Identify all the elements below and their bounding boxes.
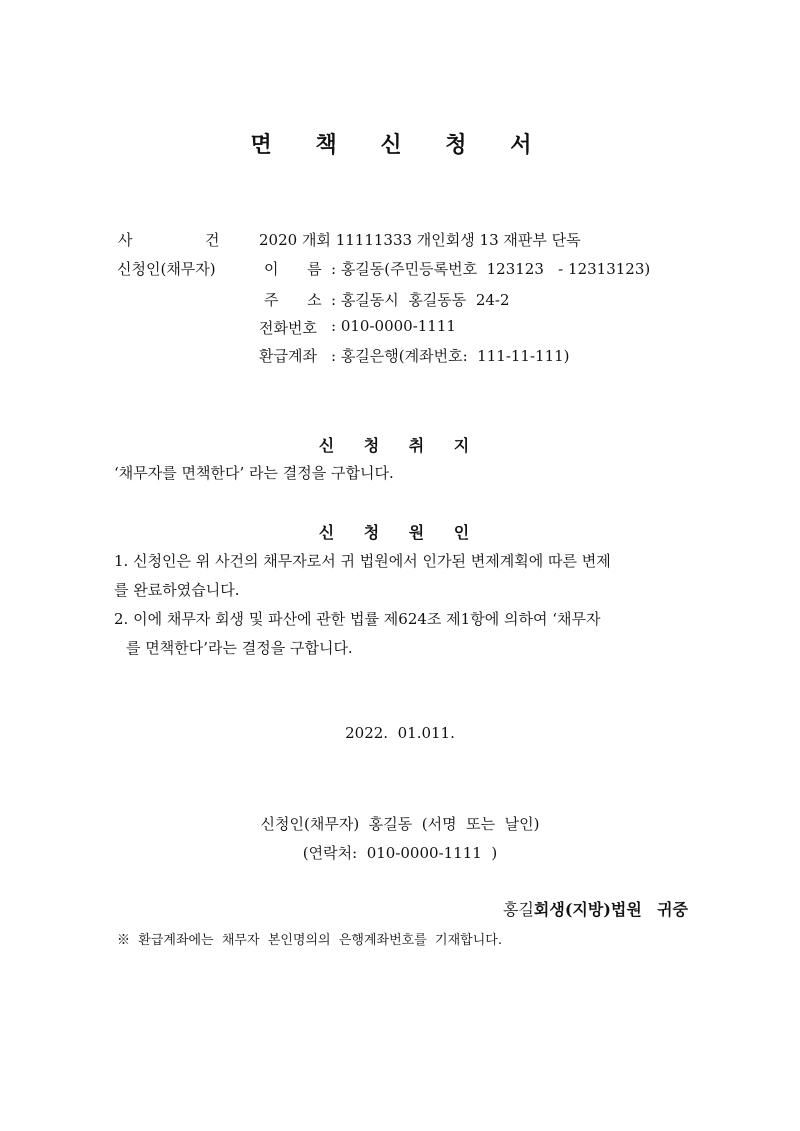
cause-item2-line2: 를 면책한다’라는 결정을 구합니다. bbox=[126, 639, 353, 657]
applicant-account-value: : 홍길은행(계좌번호: 111-11-111) bbox=[331, 347, 570, 365]
applicant-phone-value: : 010-0000-1111 bbox=[331, 317, 456, 335]
applicant-account-label: 환급계좌 bbox=[259, 347, 317, 365]
case-number: 2020 개회 11111333 개인회생 13 재판부 단독 bbox=[259, 231, 581, 249]
cause-item1-line2: 를 완료하였습니다. bbox=[114, 581, 240, 599]
contact-line: (연락처: 010-0000-1111 ) bbox=[302, 844, 498, 862]
case-label-b: 건 bbox=[205, 231, 220, 249]
signature-line: 신청인(채무자) 홍길동 (서명 또는 날인) bbox=[260, 815, 540, 833]
application-date: 2022. 01.011. bbox=[345, 724, 455, 742]
applicant-name-label: 이 름 bbox=[264, 260, 322, 278]
cause-item1-line1: 1. 신청인은 위 사건의 채무자로서 귀 법원에서 인가된 변제계획에 따른 변제 bbox=[114, 552, 611, 570]
court-addressee bbox=[503, 897, 688, 920]
court-name: 회생(지방)법원 bbox=[533, 900, 642, 919]
court-suffix: 귀중 bbox=[657, 900, 688, 919]
applicant-address-value: : 홍길동시 홍길동동 24-2 bbox=[331, 291, 510, 309]
court-prefix: 홍길 bbox=[503, 900, 534, 919]
purpose-heading: 신 청 취 지 bbox=[318, 436, 482, 455]
document-title: 면 책 신 청 서 bbox=[250, 132, 550, 158]
cause-item2-line1: 2. 이에 채무자 회생 및 파산에 관한 법률 제624조 제1항에 의하여 ‘채무자 bbox=[114, 610, 601, 628]
applicant-phone-label: 전화번호 bbox=[259, 319, 317, 337]
applicant-address-label: 주 소 bbox=[264, 291, 322, 309]
purpose-text: ‘채무자를 면책한다’ 라는 결정을 구합니다. bbox=[114, 464, 394, 482]
applicant-label: 신청인(채무자) bbox=[117, 260, 216, 278]
cause-heading: 신 청 원 인 bbox=[318, 523, 482, 542]
applicant-name-value: : 홍길동(주민등록번호 123123 - 12313123) bbox=[331, 260, 651, 278]
case-label-a: 사 bbox=[118, 231, 133, 249]
footnote: ※ 환급계좌에는 채무자 본인명의의 은행계좌번호를 기재합니다. bbox=[117, 933, 502, 948]
